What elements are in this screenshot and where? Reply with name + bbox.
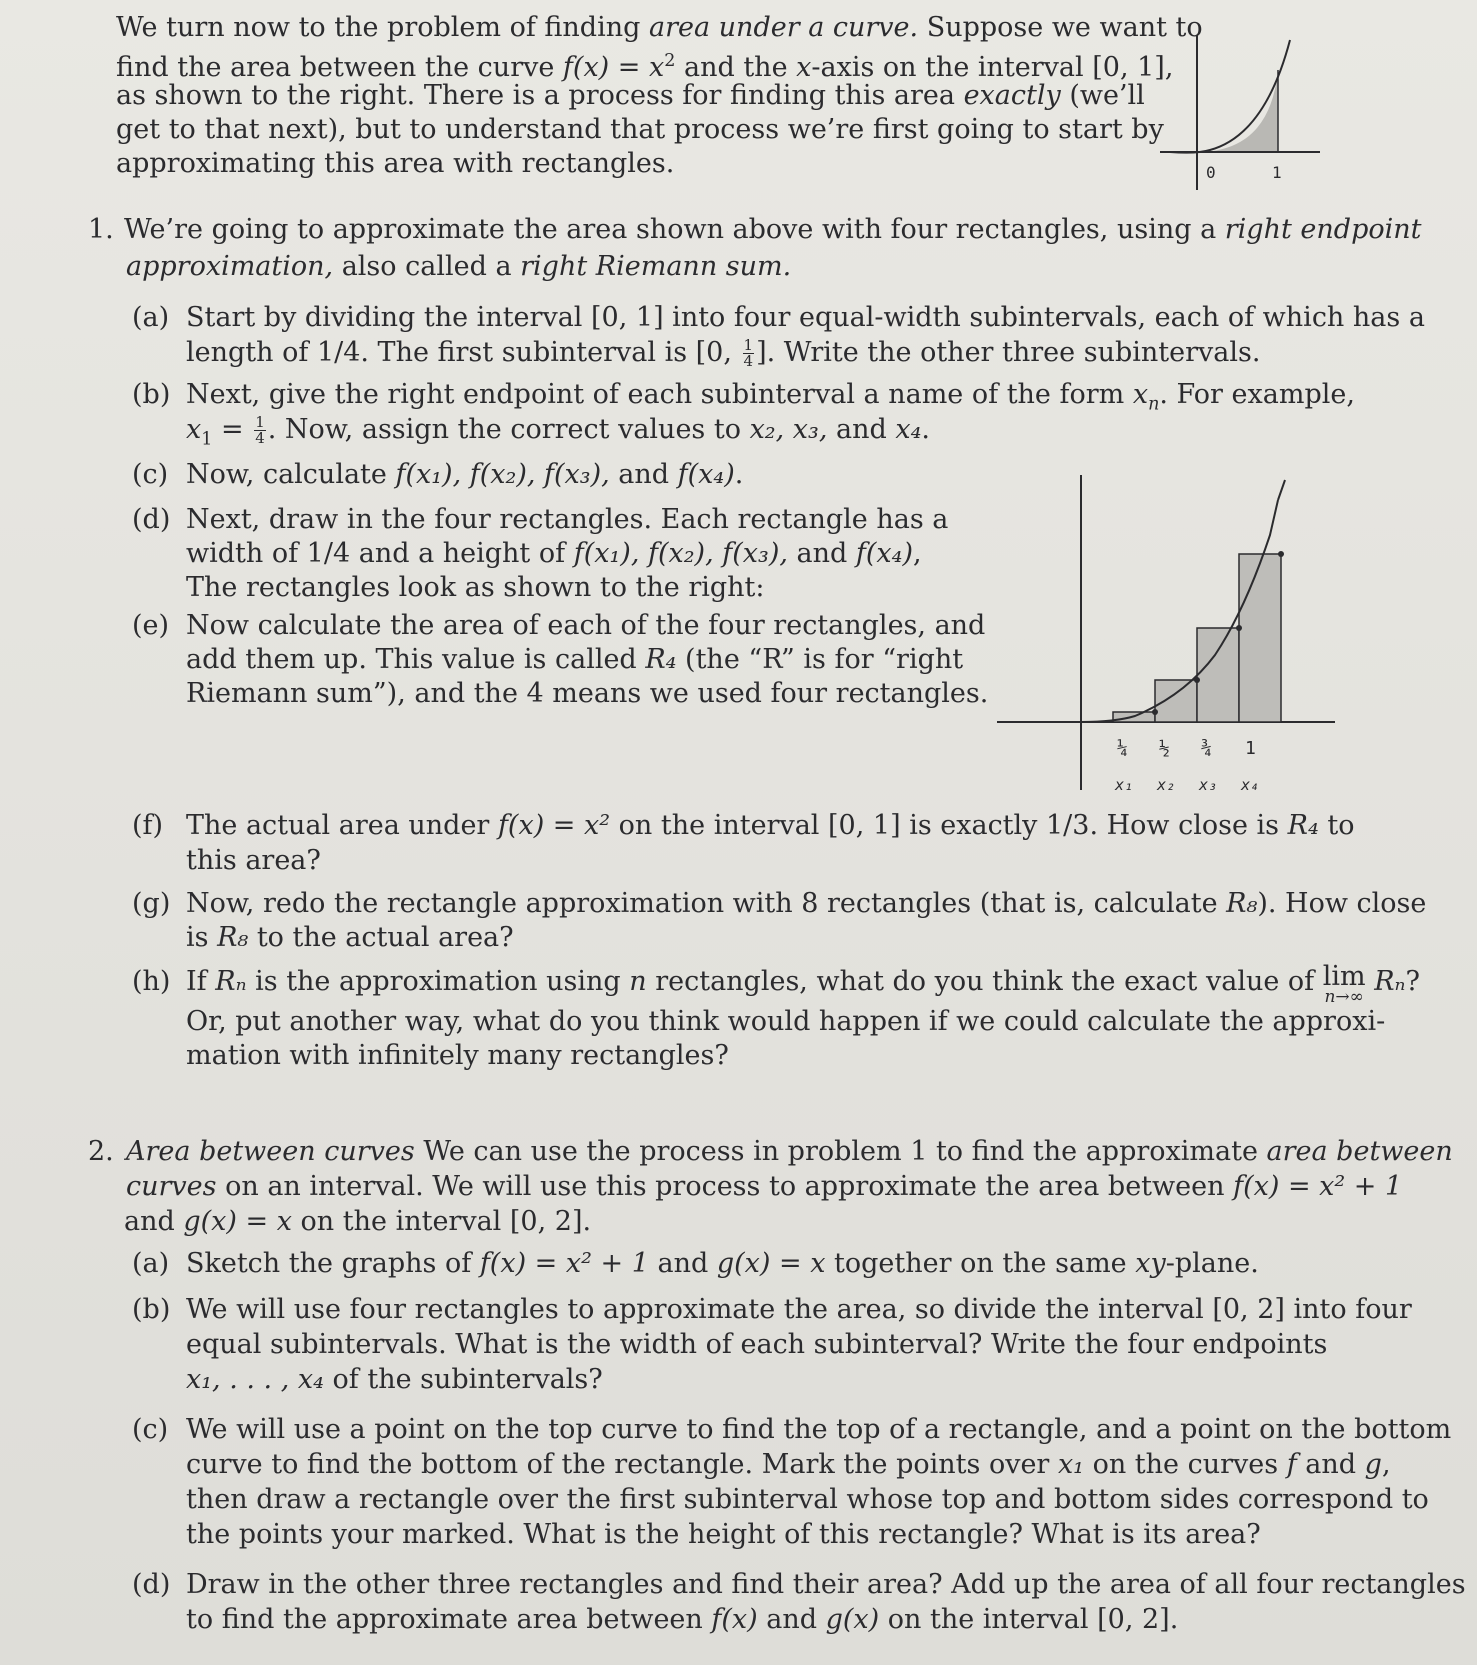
q1h-line-1: If Rₙ is the approximation using n rectangles, what do you think the exact value of lim n→∞ Rₙ? <box>186 961 1420 1007</box>
tick-label-one: 1 <box>1245 738 1256 759</box>
rectangle-2 <box>1155 680 1197 722</box>
limit-expression: lim n→∞ <box>1322 961 1366 1007</box>
q1d-label: (d) <box>132 504 171 535</box>
q1e-label: (e) <box>132 610 170 641</box>
q2d-label: (d) <box>132 1569 171 1600</box>
q1d-line-3: The rectangles look as shown to the right: <box>186 572 765 603</box>
q2d-line-2: to find the approximate area between f(x) and g(x) on the interval [0, 2]. <box>186 1604 1179 1635</box>
q2d-line-1: Draw in the other three rectangles and find their area? Add up the area of all four rectangles <box>186 1569 1466 1600</box>
q1e-line-1: Now calculate the area of each of the four rectangles, and <box>186 610 986 641</box>
q1a-line-2: length of 1/4. The first subinterval is [0, $\frac{1}{4}$ ]. Write the other three subintervals. <box>186 336 1261 370</box>
tick-label-half: ½ <box>1159 738 1170 759</box>
q1g-line-1: Now, redo the rectangle approximation with 8 rectangles (that is, calculate R₈). How close <box>186 888 1427 919</box>
point-1 <box>1152 709 1158 715</box>
q2-line-2: curves on an interval. We will use this process to approximate the area between f(x) = x² + 1 <box>126 1171 1403 1202</box>
q1d-line-2: width of 1/4 and a height of f(x₁), f(x₂), f(x₃), and f(x₄), <box>186 538 922 569</box>
q1e-line-2: add them up. This value is called R₄ (the “R” is for “right <box>186 644 964 675</box>
q1g-line-2: is R₈ to the actual area? <box>186 922 514 953</box>
fraction-one-quarter-b: $\frac{1}{4}$ <box>255 413 265 447</box>
q1a-label: (a) <box>132 302 170 333</box>
riemann-sum-figure <box>995 470 1345 800</box>
q1a-line-1: Start by dividing the interval [0, 1] into four equal-width subintervals, each of which has a <box>186 302 1425 333</box>
q1h-label: (h) <box>132 966 171 997</box>
q1g-label: (g) <box>132 888 171 919</box>
intro-line-5: approximating this area with rectangles. <box>116 148 675 179</box>
rectangle-4 <box>1239 554 1281 722</box>
q1c-line-1: Now, calculate f(x₁), f(x₂), f(x₃), and f(x₄). <box>186 459 744 490</box>
label-one: 1 <box>1272 163 1282 182</box>
intro-line-3: as shown to the right. There is a process for finding this area exactly (we’ll <box>116 80 1145 111</box>
q1f-label: (f) <box>132 810 164 841</box>
q1b-line-2: $x_1$ = $\frac{1}{4}$ . Now, assign the correct values to x₂, x₃, and x₄. <box>186 413 931 450</box>
intro-line-2: find the area between the curve $f(x) = x^2$ and the x-axis on the interval [0, 1], <box>116 51 1174 83</box>
q2b-label: (b) <box>132 1294 171 1325</box>
q2c-line-3: then draw a rectangle over the first subinterval whose top and bottom sides correspond to <box>186 1484 1429 1515</box>
q2c-line-1: We will use a point on the top curve to find the top of a rectangle, and a point on the bottom <box>186 1414 1452 1445</box>
q2-line-1: Area between curves We can use the process in problem 1 to find the approximate area between <box>126 1136 1453 1167</box>
rectangle-3 <box>1197 628 1239 722</box>
q1h-line-2: Or, put another way, what do you think would happen if we could calculate the approxi- <box>186 1006 1386 1037</box>
q2b-line-3: x₁, . . . , x₄ of the subintervals? <box>186 1364 603 1395</box>
q1b-label: (b) <box>132 379 171 410</box>
tick-label-three-quarters: ¾ <box>1201 738 1212 759</box>
intro-line-4: get to that next), but to understand that process we’re first going to start by <box>116 114 1164 145</box>
q1c-label: (c) <box>132 459 169 490</box>
q1e-line-3: Riemann sum”), and the 4 means we used four rectangles. <box>186 678 989 709</box>
point-2 <box>1194 677 1200 683</box>
q1-line-2: approximation, also called a right Riemann sum. <box>126 251 792 282</box>
q1h-line-3: mation with infinitely many rectangles? <box>186 1040 729 1071</box>
q1-number: 1. <box>88 214 114 245</box>
shaded-area <box>1197 70 1278 152</box>
q2c-line-4: the points your marked. What is the height of this rectangle? What is its area? <box>186 1519 1261 1550</box>
point-4 <box>1278 551 1284 557</box>
point-3 <box>1236 625 1242 631</box>
q2-line-3: and g(x) = x on the interval [0, 2]. <box>124 1206 592 1237</box>
q1d-line-1: Next, draw in the four rectangles. Each rectangle has a <box>186 504 949 535</box>
curve-extension <box>1278 480 1285 500</box>
q1f-line-1: The actual area under f(x) = x² on the interval [0, 1] is exactly 1/3. How close is R₄ to <box>186 810 1355 841</box>
q1f-line-2: this area? <box>186 845 321 876</box>
x-label-2: x₂ <box>1157 776 1176 794</box>
q2c-line-2: curve to find the bottom of the rectangle. Mark the points over x₁ on the curves f and g, <box>186 1449 1391 1480</box>
x-label-4: x₄ <box>1241 776 1260 794</box>
q2c-label: (c) <box>132 1414 169 1445</box>
q2a-label: (a) <box>132 1248 170 1279</box>
x-label-1: x₁ <box>1115 776 1134 794</box>
intro-line-1: We turn now to the problem of finding area under a curve. Suppose we want to <box>116 12 1203 43</box>
fraction-one-quarter: $\frac{1}{4}$ <box>743 336 754 370</box>
label-zero: 0 <box>1206 163 1216 182</box>
q1b-line-1: Next, give the right endpoint of each subinterval a name of the form $x_n$. For example, <box>186 379 1355 415</box>
q2-number: 2. <box>88 1136 114 1167</box>
q1-line-1: We’re going to approximate the area shown above with four rectangles, using a right endpoint <box>124 214 1422 245</box>
x-label-3: x₃ <box>1199 776 1218 794</box>
q2b-line-2: equal subintervals. What is the width of each subinterval? Write the four endpoints <box>186 1329 1328 1360</box>
tick-label-quarter: ¼ <box>1117 738 1128 759</box>
q2a-line-1: Sketch the graphs of f(x) = x² + 1 and g(x) = x together on the same xy-plane. <box>186 1248 1259 1279</box>
area-under-curve-figure <box>1150 30 1330 200</box>
q2b-line-1: We will use four rectangles to approximate the area, so divide the interval [0, 2] into four <box>186 1294 1412 1325</box>
